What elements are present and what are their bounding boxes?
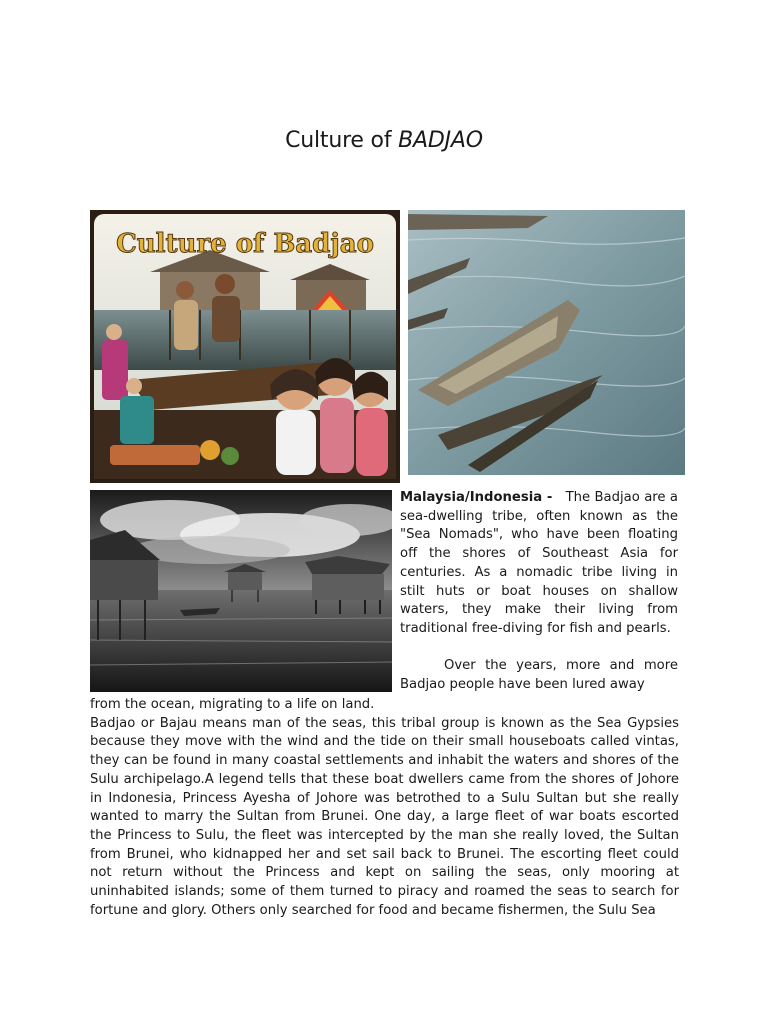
paragraph-2-start: Over the years, more and more Badjao people have been lured away [400,658,678,693]
body-text [90,696,679,920]
paragraph-3: Badjao or Bajau means man of the seas, this tribal group is known as the Sea Gypsies because they move with the wind and the tide on their small houseboats called vintas, they can be found in many coastal settlements and inhabit the waters and shores of the Sulu archipelago.A legend tells that these boat dwellers came from the shores of Johore in Indonesia, Princess Ayesha of Johore was betrothed to a Sulu Sultan but she really wanted to marry the Sultan from Brunei. One day, a large fleet of war boats escorted the Princess to Sulu, the fleet was intercepted by the man she really loved, the Sultan from Brunei, who kidnapped her and set sail back to Brunei. The escorting fleet could not return without the Princess and kept on sailing the seas, only mooring at uninhabited islands; some of them turned to piracy and roamed the seas to search for fortune and glory. Others only searched for food and became fishermen, the Sulu Sea [90,715,679,918]
boats-photo [408,210,685,475]
title-emphasis: BADJAO [398,128,483,153]
title-prefix: Culture of [285,128,399,153]
collage-caption: Culture of Badjao [116,229,374,259]
intro-text: The Badjao are a sea-dwelling tribe, often known as the "Sea Nomads", who have been floating off the shores of Southeast Asia for centuries. As a nomadic tribe living in stilt huts or boat houses on shallow waters, they make their living from traditional free-diving for fish and pearls. [400,490,679,636]
paragraph-2-end: from the ocean, migrating to a life on land. [90,697,375,712]
intro-column [400,489,678,695]
region-label: Malaysia/Indonesia - [400,490,553,505]
intro-paragraph [400,489,678,639]
collage-photo [90,210,400,483]
village-photo [90,490,392,692]
page-title [0,128,768,153]
